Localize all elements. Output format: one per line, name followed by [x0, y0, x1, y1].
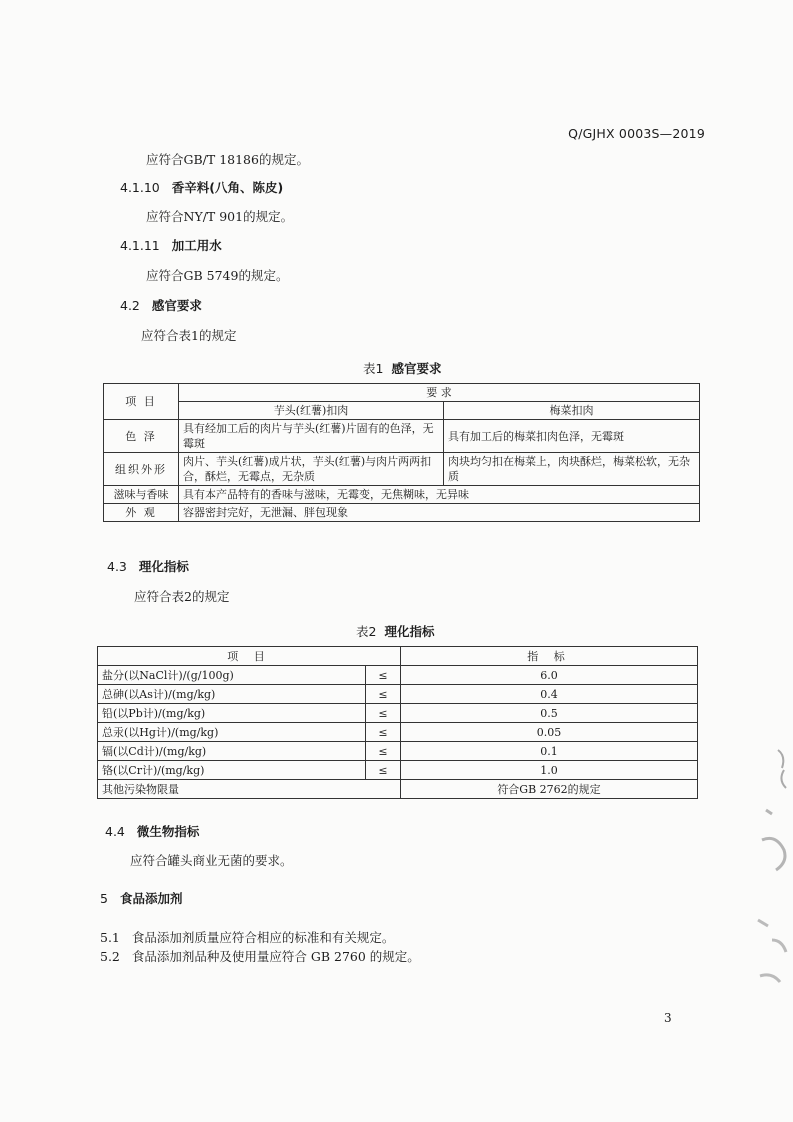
index-value: 6.0: [401, 666, 698, 685]
scan-bleed-marks: [748, 740, 793, 1020]
row-value: 肉块均匀扣在梅菜上，肉块酥烂，梅菜松软，无杂质: [444, 453, 700, 486]
operator: ≤: [366, 704, 401, 723]
table-row: [98, 780, 698, 799]
row-value: 容器密封完好，无泄漏、胖包现象: [179, 504, 700, 522]
table-row: [104, 453, 700, 486]
operator: ≤: [366, 742, 401, 761]
row-label: 色 泽: [104, 420, 179, 453]
item-name: 盐分(以NaCl计)/(g/100g): [98, 666, 366, 685]
section-number: 4.1.10: [120, 180, 160, 195]
sensory-requirements-table: [103, 383, 700, 522]
index-value: 0.1: [401, 742, 698, 761]
section-title: 微生物指标: [136, 824, 200, 839]
row-value: 肉片、芋头(红薯)成片状，芋头(红薯)与肉片两两扣合，酥烂，无霉点，无杂质: [179, 453, 444, 486]
document-code: Q/GJHX 0003S—2019: [568, 126, 705, 141]
section-4-3: [107, 557, 189, 575]
caption-number: 表2: [356, 624, 377, 639]
paragraph-table2-ref: 应符合表2的规定: [134, 589, 230, 604]
caption-number: 表1: [363, 361, 384, 376]
section-title: 香辛料(八角、陈皮): [171, 180, 284, 195]
item-name: 铅(以Pb计)/(mg/kg): [98, 704, 366, 723]
section-4-1-11: [120, 236, 222, 254]
section-4-4: [105, 822, 199, 840]
header-item: 项 目: [98, 647, 401, 666]
row-value: 具有本产品特有的香味与滋味，无霉变，无焦糊味，无异味: [179, 486, 700, 504]
table-row: [98, 761, 698, 780]
table1-caption: [363, 359, 441, 377]
operator: ≤: [366, 761, 401, 780]
section-number: 4.2: [120, 298, 140, 313]
section-title: 理化指标: [138, 559, 189, 574]
section-number: 5: [100, 891, 108, 906]
operator: ≤: [366, 685, 401, 704]
table2-caption: [356, 622, 434, 640]
row-label: 外 观: [104, 504, 179, 522]
header-requirements: 要 求: [179, 384, 700, 402]
index-value: 1.0: [401, 761, 698, 780]
item-name: 总砷(以As计)/(mg/kg): [98, 685, 366, 704]
section-title: 食品添加剂: [119, 891, 183, 906]
index-value: 0.4: [401, 685, 698, 704]
header-index: 指 标: [401, 647, 698, 666]
clause-number: 5.2: [100, 949, 120, 964]
row-value: 具有经加工后的肉片与芋头(红薯)片固有的色泽，无霉斑: [179, 420, 444, 453]
table-row: [98, 742, 698, 761]
header-item: 项 目: [104, 384, 179, 420]
paragraph-gb5749: 应符合GB 5749的规定。: [146, 268, 289, 283]
operator: ≤: [366, 666, 401, 685]
section-number: 4.1.11: [120, 238, 160, 253]
section-4-2: [120, 296, 202, 314]
table-row: [104, 504, 700, 522]
row-label: 滋味与香味: [104, 486, 179, 504]
paragraph-microbial: 应符合罐头商业无菌的要求。: [130, 853, 293, 868]
clause-number: 5.1: [100, 930, 120, 945]
section-title: 感官要求: [151, 298, 202, 313]
table-row: [98, 685, 698, 704]
index-value: 0.05: [401, 723, 698, 742]
item-name: 镉(以Cd计)/(mg/kg): [98, 742, 366, 761]
section-number: 4.3: [107, 559, 127, 574]
item-name: 其他污染物限量: [98, 780, 401, 799]
table-row: [104, 486, 700, 504]
page-number: 3: [664, 1011, 672, 1025]
row-label: 组织外形: [104, 453, 179, 486]
item-name: 铬(以Cr计)/(mg/kg): [98, 761, 366, 780]
table-row: [98, 704, 698, 723]
paragraph-5-2: [100, 947, 420, 965]
subheader-taro-pork: 芋头(红薯)扣肉: [179, 402, 444, 420]
paragraph-5-1: [100, 928, 394, 946]
section-number: 4.4: [105, 824, 125, 839]
table-row: [104, 420, 700, 453]
subheader-meicai-pork: 梅菜扣肉: [444, 402, 700, 420]
operator: ≤: [366, 723, 401, 742]
paragraph-table1-ref: 应符合表1的规定: [141, 328, 237, 343]
table-row: [98, 666, 698, 685]
paragraph-nyt901: 应符合NY/T 901的规定。: [146, 209, 294, 224]
physicochemical-table: [97, 646, 698, 799]
section-4-1-10: [120, 178, 283, 196]
clause-text: 食品添加剂质量应符合相应的标准和有关规定。: [131, 930, 395, 945]
section-5: [100, 889, 182, 907]
table-row: [98, 723, 698, 742]
clause-text: 食品添加剂品种及使用量应符合 GB 2760 的规定。: [131, 949, 420, 964]
item-name: 总汞(以Hg计)/(mg/kg): [98, 723, 366, 742]
caption-title: 理化指标: [384, 624, 435, 639]
caption-title: 感官要求: [391, 361, 442, 376]
index-value: 符合GB 2762的规定: [401, 780, 698, 799]
index-value: 0.5: [401, 704, 698, 723]
section-title: 加工用水: [171, 238, 222, 253]
paragraph-gbt18186: 应符合GB/T 18186的规定。: [146, 152, 309, 167]
row-value: 具有加工后的梅菜扣肉色泽，无霉斑: [444, 420, 700, 453]
